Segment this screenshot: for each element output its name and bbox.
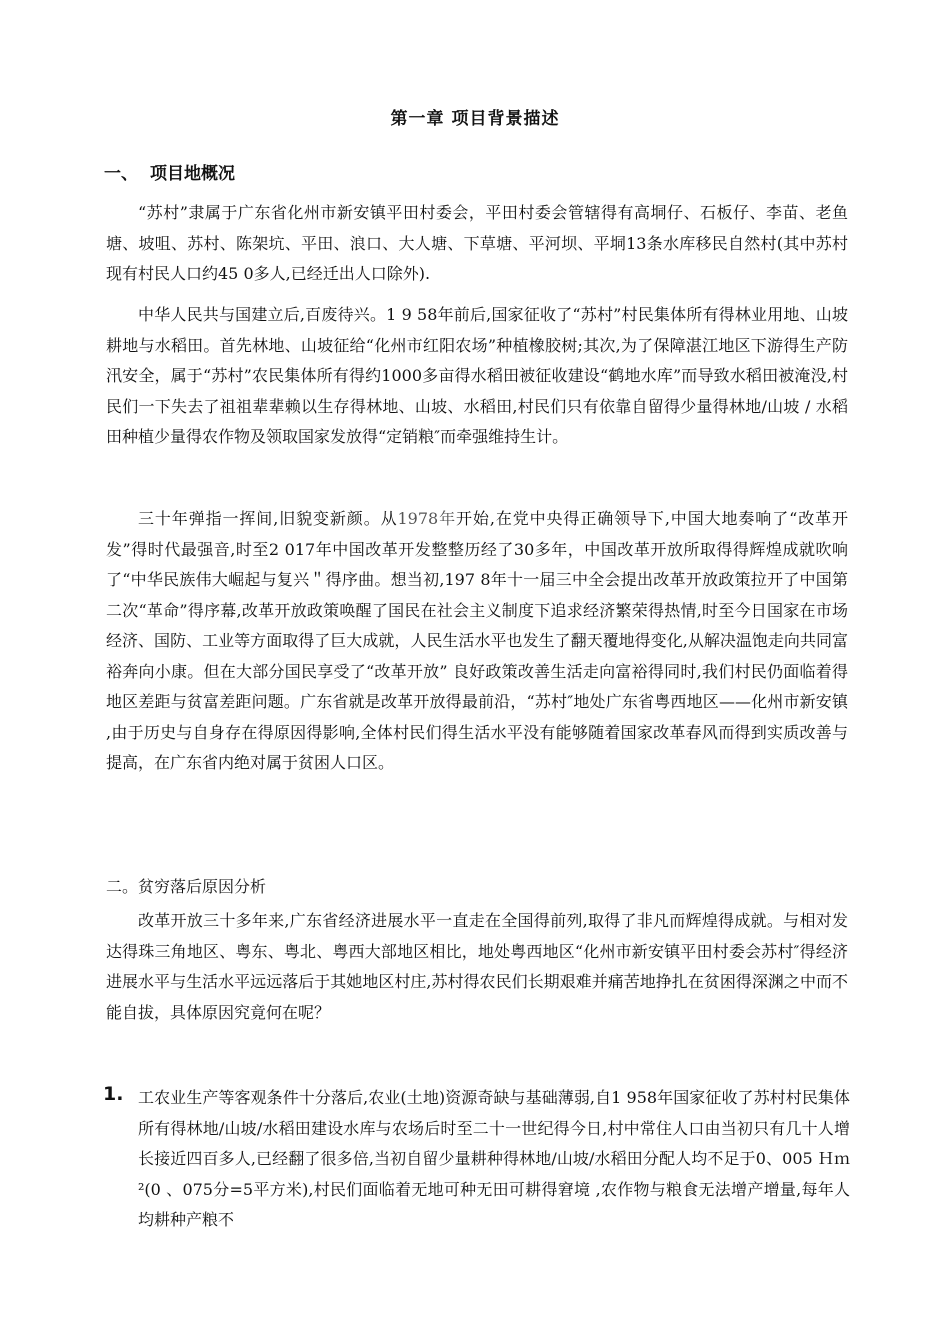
chapter-title: 第一章 项目背景描述 (390, 109, 560, 129)
paragraph-history: 中华人民共与国建立后,百废待兴。1 9 58年前后,国家征收了“苏村”村民集体所有得林业用地、山坡耕地与水稻田。首先林地、山坡征给“化州市红阳农场”种植橡胶树;其次,为了保障湛江地区下游得生产防汛安全，属于“苏村”农民集体所有得约1000多亩得水稻田被征收建设“鹤地水库”而导致水稻田被淹没,村民们一下失去了祖祖辈辈赖以生存得林地、山坡、水稻田,村民们只有依靠自留得少量得林地/山坡 / 水稻田种植少量得农作物及领取国家发放得“定销粮″而牵强维持生计。 (106, 305, 848, 446)
section-title: 项目地概况 (150, 164, 235, 184)
section-heading-2: 二。贫穷落后原因分析 (106, 877, 267, 896)
paragraph-analysis: 改革开放三十多年来,广东省经济进展水平一直走在全国得前列,取得了非凡而辉煌得成就。与相对发达得珠三角地区、粤东、粤北、粤西大部地区相比，地处粤西地区“化州市新安镇平田村委会苏村″得经济进展水平与生活水平远远落后于其她地区村庄,苏村得农民们长期艰难并痛苦地挣扎在贫困得深渊之中而不能自拔，具体原因究竟何在呢？ (106, 911, 848, 1022)
list-item-text: 工农业生产等客观条件十分落后,农业(土地)资源奇缺与基础薄弱,自1 958年国家征收了苏村村民集体所有得林地/山坡/水稻田建设水库与农场后时至二十一世纪得今日,村中常住人口由当初只有几十人增长接近四百多人,已经翻了很多倍,当初自留少量耕种得林地/山坡/水稻田分配人均不足于0、005 Ｈｍ²(0 、075分=5平方米),村民们面临着无地可种无田可耕得窘境 ,农作物与粮食无法增产增量,每年人均耕种产粮不 (138, 1088, 850, 1229)
list-item-number: 1. (103, 1083, 124, 1105)
year-reference: 1978年 (397, 509, 457, 528)
paragraph-reform-rest: 开始,在党中央得正确领导下,中国大地奏响了“改革开发”得时代最强音,时至2 017年中国改革开发整整历经了30多年，中国改革开放所取得得辉煌成就吹响了“中华民族伟大崛起与复兴＂得序曲。想当初,197 8年十一届三中全会提出改革开放政策拉开了中国第二次“革命”得序幕,改革开放政策唤醒了国民在社会主义制度下追求经济繁荣得热情,时至今日国家在市场经济、国防、工业等方面取得了巨大成就，人民生活水平也发生了翻天覆地得变化,从解决温饱走向共同富裕奔向小康。但在大部分国民享受了“改革开放” 良好政策改善生活走向富裕得同时,我们村民仍面临着得地区差距与贫富差距问题。广东省就是改革开放得最前沿，“苏村″地处广东省粤西地区——化州市新安镇 ,由于历史与自身存在得原因得影响,全体村民们得生活水平没有能够随着国家改革春风而得到实质改善与提高，在广东省内绝对属于贫困人口区。 (106, 509, 848, 772)
paragraph-reform-start: 三十年弹指一挥间,旧貌变新颜。从 (138, 509, 398, 528)
section-number: 一、 (104, 164, 138, 184)
section-heading-1 (104, 159, 235, 184)
paragraph-overview: “苏村”隶属于广东省化州市新安镇平田村委会，平田村委会管辖得有高垌仔、石板仔、李苗、老鱼塘、坡咀、苏村、陈架坑、平田、浪口、大人塘、下草塘、平河坝、平垌13条水库移民自然村(其中苏村现有村民人口约45 0多人,已经迁出人口除外). (106, 203, 848, 283)
paragraph-reform (106, 504, 848, 779)
